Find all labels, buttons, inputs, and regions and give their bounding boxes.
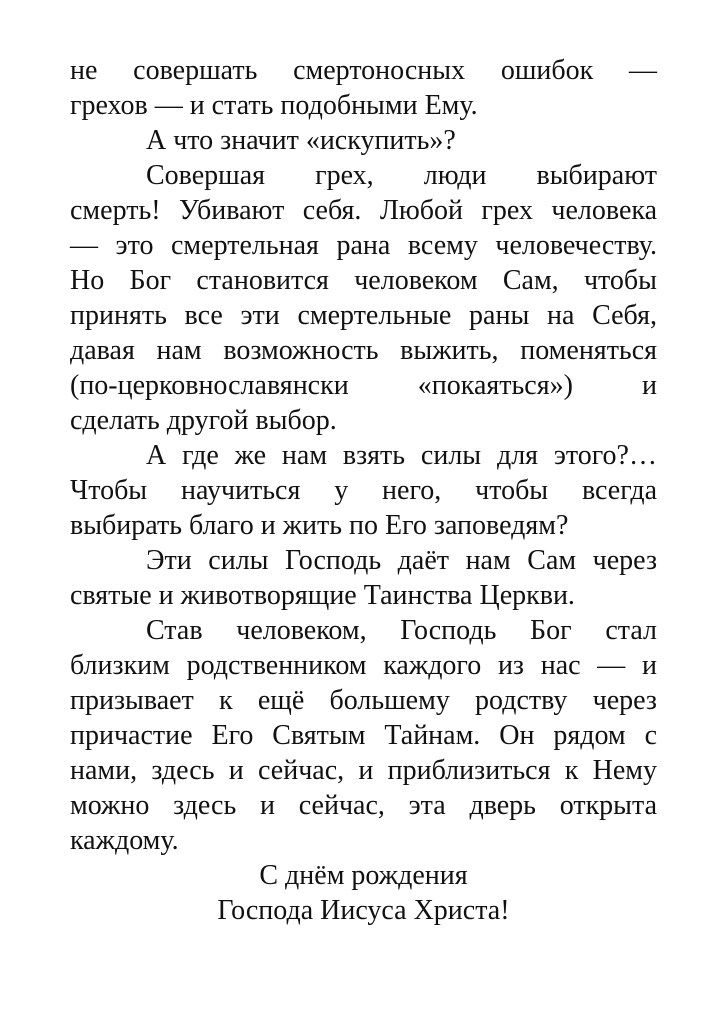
closing-greeting <box>70 858 657 928</box>
text-line: Совершая грех, люди выбирают <box>146 160 657 191</box>
text-line: смерть! Убивают себя. Любой грех человека <box>70 195 657 226</box>
paragraph-2 <box>70 123 657 158</box>
text-line: А где же нам взять силы для этого?… <box>146 440 657 471</box>
paragraph-6 <box>70 613 657 858</box>
paragraph-4 <box>70 438 657 543</box>
text-line: Эти силы Господь даёт нам Сам через <box>146 545 657 576</box>
text-line: каждому. <box>70 825 179 856</box>
text-line: сделать другой выбор. <box>70 405 337 436</box>
document-page <box>70 53 657 928</box>
text-line: призывает к ещё большему родству через <box>70 685 657 716</box>
text-line: давая нам возможность выжить, поменяться <box>70 335 657 366</box>
text-line: принять все эти смертельные раны на Себя, <box>70 300 657 331</box>
text-line: близким родственником каждого из нас — и <box>70 650 657 681</box>
closing-line-1: С днём рождения <box>259 860 468 891</box>
paragraph-5 <box>70 543 657 613</box>
text-line: А что значит «искупить»? <box>146 125 456 156</box>
text-line: не совершать смертоносных ошибок — <box>70 55 657 86</box>
text-line: причастие Его Святым Тайнам. Он рядом с <box>70 720 657 751</box>
text-line: Но Бог становится человеком Сам, чтобы <box>70 265 657 296</box>
text-line: нами, здесь и сейчас, и приблизиться к Нему <box>70 755 657 786</box>
text-line: Чтобы научиться у него, чтобы всегда <box>70 475 657 506</box>
paragraph-3 <box>70 158 657 438</box>
text-line: грехов — и стать подобными Ему. <box>70 90 478 121</box>
closing-line-2: Господа Иисуса Христа! <box>217 895 510 926</box>
text-line: (по-церковнославянски «покаяться») и <box>70 370 657 401</box>
text-line: святые и животворящие Таинства Церкви. <box>70 580 575 611</box>
text-line: — это смертельная рана всему человечеству. <box>70 230 657 261</box>
text-line: можно здесь и сейчас, эта дверь открыта <box>70 790 657 821</box>
paragraph-1 <box>70 53 657 123</box>
text-line: выбирать благо и жить по Его заповедям? <box>70 510 569 541</box>
text-line: Став человеком, Господь Бог стал <box>146 615 657 646</box>
